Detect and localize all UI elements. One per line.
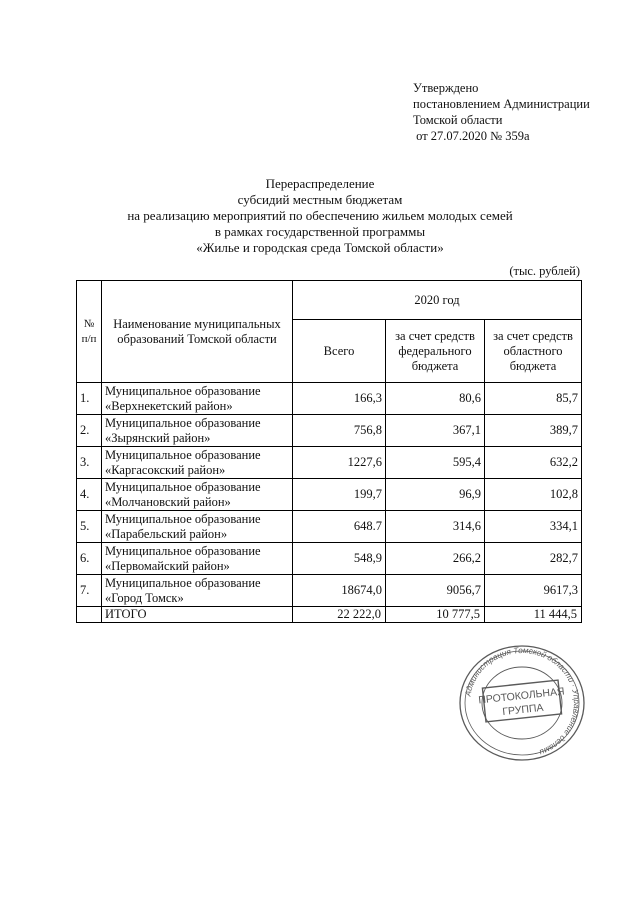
total-label: ИТОГО	[102, 607, 293, 623]
header-year: 2020 год	[293, 281, 582, 320]
row-name-line: Муниципальное образование	[105, 479, 261, 494]
sum-federal: 10 777,5	[386, 607, 485, 623]
title-line: на реализацию мероприятий по обеспечению жильем молодых семей	[127, 208, 513, 223]
title-line: «Жилье и городская среда Томской области»	[196, 240, 444, 255]
row-total: 648.7	[293, 511, 386, 543]
unit-label: (тыс. рублей)	[509, 264, 580, 278]
title-line: субсидий местным бюджетам	[237, 192, 403, 207]
row-federal: 80,6	[386, 383, 485, 415]
row-total: 756,8	[293, 415, 386, 447]
approval-line: Томской области	[413, 113, 503, 127]
row-number: 7.	[77, 575, 102, 607]
row-name-line: «Зырянский район»	[105, 430, 211, 445]
row-regional: 282,7	[485, 543, 582, 575]
row-name	[102, 543, 293, 575]
header-regional: за счет средств областного бюджета	[485, 320, 582, 383]
row-name	[102, 575, 293, 607]
row-federal: 367,1	[386, 415, 485, 447]
row-total: 548,9	[293, 543, 386, 575]
row-number: 6.	[77, 543, 102, 575]
row-federal: 96,9	[386, 479, 485, 511]
row-name-line: Муниципальное образование	[105, 415, 261, 430]
table-row	[77, 415, 582, 447]
table-row	[77, 447, 582, 479]
row-regional: 102,8	[485, 479, 582, 511]
row-federal: 595,4	[386, 447, 485, 479]
row-number	[77, 607, 102, 623]
row-total: 199,7	[293, 479, 386, 511]
row-name-line: «Парабельский район»	[105, 526, 228, 541]
row-name	[102, 383, 293, 415]
row-name	[102, 511, 293, 543]
row-total: 18674,0	[293, 575, 386, 607]
row-number: 4.	[77, 479, 102, 511]
row-name-line: Муниципальное образование	[105, 543, 261, 558]
row-name-line: Муниципальное образование	[105, 575, 261, 590]
row-name-line: «Молчановский район»	[105, 494, 231, 509]
table-row	[77, 543, 582, 575]
row-name-line: «Каргасокский район»	[105, 462, 226, 477]
stamp-line1: ПРОТОКОЛЬНАЯ	[477, 685, 566, 707]
table-row	[77, 383, 582, 415]
subsidy-table	[76, 280, 582, 623]
header-total: Всего	[293, 320, 386, 383]
header-name: Наименование муниципальных образований Томской области	[102, 281, 293, 383]
header-number: № п/п	[77, 281, 102, 383]
row-name-line: Муниципальное образование	[105, 447, 261, 462]
row-name-line: Муниципальное образование	[105, 383, 261, 398]
row-name-line: Муниципальное образование	[105, 511, 261, 526]
row-name	[102, 479, 293, 511]
row-number: 2.	[77, 415, 102, 447]
approval-line: от 27.07.2020 № 359а	[413, 129, 530, 143]
table-row	[77, 511, 582, 543]
approval-line: постановлением Администрации	[413, 97, 590, 111]
row-name	[102, 447, 293, 479]
row-number: 3.	[77, 447, 102, 479]
table-total-row	[77, 607, 582, 623]
row-number: 5.	[77, 511, 102, 543]
sum-total: 22 222,0	[293, 607, 386, 623]
row-name-line: «Первомайский район»	[105, 558, 230, 573]
row-number: 1.	[77, 383, 102, 415]
official-stamp	[458, 644, 586, 762]
row-name	[102, 415, 293, 447]
stamp-arc-textpath: Администрация Томской области · Управление делами ·	[463, 645, 582, 759]
row-name-line: «Верхнекетский район»	[105, 398, 233, 413]
row-total: 1227,6	[293, 447, 386, 479]
row-regional: 334,1	[485, 511, 582, 543]
row-federal: 9056,7	[386, 575, 485, 607]
row-federal: 266,2	[386, 543, 485, 575]
document-title	[0, 176, 640, 256]
table-row	[77, 479, 582, 511]
row-name-line: «Город Томск»	[105, 590, 184, 605]
header-federal: за счет средств федерального бюджета	[386, 320, 485, 383]
approval-block	[413, 80, 590, 144]
row-federal: 314,6	[386, 511, 485, 543]
row-regional: 9617,3	[485, 575, 582, 607]
approval-line: Утверждено	[413, 81, 479, 95]
row-regional: 85,7	[485, 383, 582, 415]
row-regional: 389,7	[485, 415, 582, 447]
title-line: в рамках государственной программы	[214, 224, 426, 239]
row-total: 166,3	[293, 383, 386, 415]
row-regional: 632,2	[485, 447, 582, 479]
table-row	[77, 575, 582, 607]
sum-regional: 11 444,5	[485, 607, 582, 623]
title-line: Перераспределение	[265, 176, 375, 191]
stamp-line2: ГРУППА	[501, 701, 545, 719]
